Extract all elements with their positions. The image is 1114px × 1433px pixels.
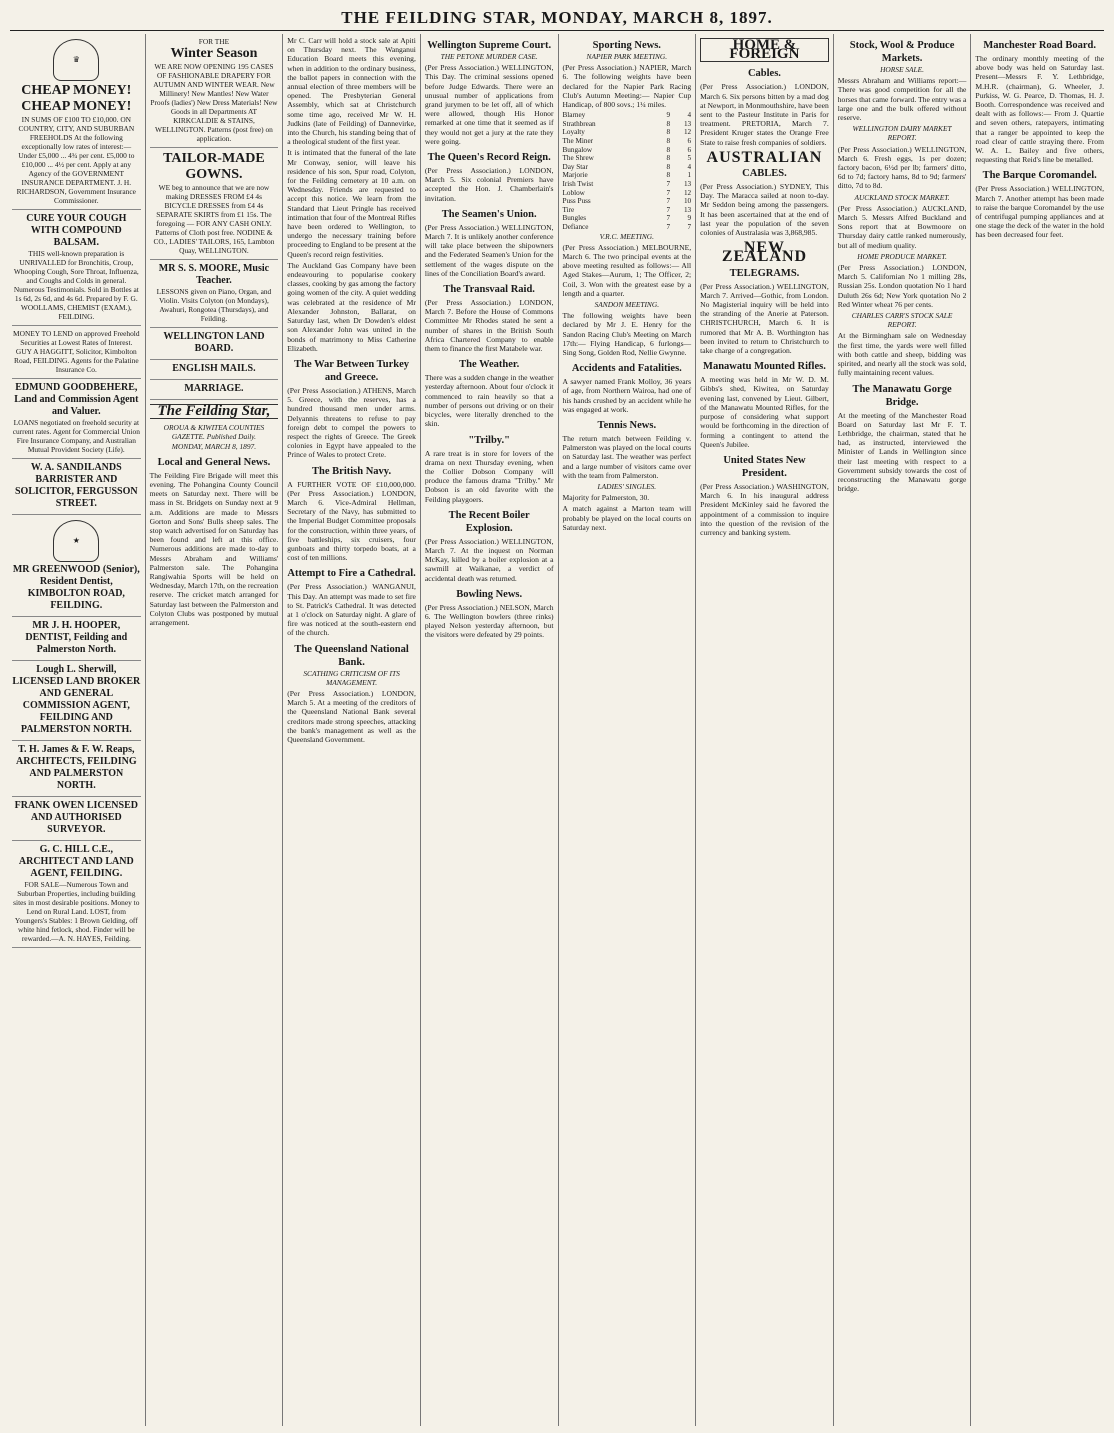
weights-row	[563, 120, 692, 129]
weight-stone: 8	[666, 171, 671, 180]
weights-row	[563, 180, 692, 189]
ad-title: MR J. H. HOOPER, DENTIST, Feilding and Palmerston North.	[25, 620, 128, 655]
weights-row	[563, 128, 692, 137]
columns	[8, 34, 1108, 1426]
article-subheading: CHARLES CARR'S STOCK SALE REPORT.	[851, 311, 953, 330]
weight-stone: 8	[666, 162, 671, 171]
article-body: A sawyer named Frank Molloy, 36 years of age, from Northern Wairoa, had one of his hands crushed by an accident while he was engaged at work.	[562, 377, 692, 414]
weight-lb: 13	[683, 119, 692, 128]
ad-title: MARRIAGE.	[184, 383, 244, 394]
horse-name: Tire	[562, 205, 575, 214]
article-subheading: THE PETONE MURDER CASE.	[440, 52, 538, 61]
weights-row	[563, 137, 692, 146]
article-body: At the meeting of the Manchester Road Board on Saturday last Mr F. T. Lethbridge, the chairman, stated that he had, as instructed, interviewed the Minister of Lands in Wellington since their last meeting with respect to a Government subsidy towards the cost of reconstructing the Manawatu gorge bridge.	[837, 410, 967, 494]
ad-title: W. A. SANDILANDS BARRISTER AND SOLICITOR, FERGUSSON STREET.	[14, 462, 138, 509]
weight-stone: 8	[666, 137, 671, 145]
column-3	[283, 34, 421, 1426]
article-heading: Manchester Road Board.	[983, 40, 1097, 51]
article-body: (Per Press Association.) NELSON, March 6. The Wellington bowlers (three rinks) played Nelson yesterday afternoon, but the visitors were defeated by 29 points.	[424, 602, 554, 640]
newspaper-logo: The Feilding Star,	[150, 404, 279, 419]
sherwill-ad	[12, 661, 141, 741]
ad-body: THIS well-known preparation is UNRIVALLED for Bronchitis, Croup, Whooping Cough, Sore Throat, Influenza, and Coughs and Colds in general. Numerous Testimonials. Sold in Bottles at 1s 6d, 2s 6d, and 4s 6d. Prepared by F. G. WOOLLAMS, CHEMIST (EXAM.), FEILDING.	[13, 249, 139, 321]
article-subheading: HOME PRODUCE MARKET.	[857, 251, 947, 261]
section-heading: AUSTRALIAN	[706, 148, 823, 166]
weights-row	[563, 214, 692, 223]
weights-row	[563, 223, 692, 232]
article-heading: The Transvaal Raid.	[443, 284, 535, 296]
section-heading: NEW ZEALAND	[721, 239, 808, 266]
music-teacher-ad	[150, 260, 279, 328]
cheap-money-ad	[12, 34, 141, 210]
hooper-ad	[12, 617, 141, 661]
weights-row	[563, 189, 692, 198]
article-body: The following weights have been declared by Mr J. E. Henry for the Sandon Racing Club's Meeting on March 17th:— Flying Handicap, 6 furlongs—Sing Song, Golden Rod, Nellie Gwynne.	[562, 311, 692, 357]
article-heading: The Recent Boiler Explosion.	[448, 509, 530, 534]
weights-row	[563, 206, 692, 215]
article-heading: The Weather.	[459, 359, 520, 371]
weight-stone: 8	[666, 128, 671, 137]
article-body: (Per Press Association.) MELBOURNE, March 6. The two principal events at the above meeting resulted as follows:— All Aged Stakes—Aurum, 1; The Officer, 2; Coil, 3. Won with the greatest ease by a length and a quarter.	[562, 242, 692, 298]
weight-stone: 7	[666, 205, 671, 214]
article-body: (Per Press Association.) LONDON, March 7. Before the House of Commons Committee Mr Rhodes stated he sent a number of shares in the British South Africa Chartered Company to enable them to finance the first Matabele war.	[424, 298, 554, 354]
article-body: (Per Press Association.) AUCKLAND, March 5. Messrs Alfred Buckland and Sons report that at Bowmoore on Thursday dairy cattle ranked numerously, but all of medium quality.	[837, 203, 967, 250]
weights-row	[563, 154, 692, 163]
article-body: (Per Press Association.) WELLINGTON, March 7. It is unlikely another conference will take place between the shipowners and the Federated Seamen's Union for the settlement of the wages dispute on the lines of the Conciliation Board's award.	[424, 222, 554, 278]
article-body: (Per Press Association.) NAPIER, March 6. The following weights have been declared for the Napier Park Racing Club's Autumn Meeting:— Napier Cup Handicap, of 800 sovs.; 1¼ miles.	[562, 63, 692, 110]
weight-stone: 7	[666, 179, 671, 188]
article-heading: Tennis News.	[597, 419, 657, 431]
article-body: (Per Press Association.) WELLINGTON, March 7. At the inquest on Norman McKay, killed by a boiler explosion at a sawmill at Waikanae, a verdict of accidental death was returned.	[424, 536, 554, 583]
horse-name: Marjorie	[562, 171, 588, 180]
ad-title: CURE YOUR COUGH WITH COMPOUND BALSAM.	[26, 213, 127, 248]
sandilands-ad	[12, 459, 141, 515]
weight-lb: 7	[687, 222, 692, 231]
article-body: (Per Press Association.) WELLINGTON, March 7. Arrived—Gothic, from London. No Magisterial inquiry will be held into the stranding of the Anerie at Paterson. CHRISTCHURCH, March 6. It is rumored that Mr A. B. Worthington has been invited to return to Christchurch to take charge of a congregation.	[700, 281, 829, 356]
article-body: A match against a Marton team will probably be played on the local courts on Saturday next.	[562, 504, 692, 532]
tennis-majority: Majority for Palmerston, 30.	[562, 493, 650, 503]
ad-body: WE ARE NOW OPENING 195 CASES OF FASHIONABLE DRAPERY FOR AUTUMN AND WINTER WEAR. New Millinery! New Mantles! New Water Proofs (ladies') New Dress Materials! New Goods in all Departments AT KIRKCALDIE & STAINS, WELLINGTON. Patterns (post free) on application.	[150, 62, 278, 143]
ad-body: IN SUMS OF £100 TO £10,000. ON COUNTRY, CITY, AND SUBURBAN FREEHOLDS At the following exceptionally low rates of interest:— Under £5,000 ... 4¾ per cent. £5,000 to £10,000 ... 4½ per cent. Apply at any Agency of the GOVERNMENT INSURANCE DEPARTMENT. J. H. RICHARDSON, Government Insurance Commissioner.	[16, 115, 136, 205]
ad-title: G. C. HILL C.E., ARCHITECT AND LAND AGENT, FEILDING.	[18, 844, 134, 879]
weight-stone: 7	[666, 197, 671, 206]
article-body: A rare treat is in store for lovers of the drama on next Thursday evening, when the Collier Dobson Company will produce the famous drama "Trilby." Mr Dobson is an old favorite with the Feilding playgoers.	[424, 448, 554, 504]
weight-lb: 12	[683, 128, 692, 137]
ad-title: MR S. S. MOORE, Music Teacher.	[158, 263, 270, 286]
article-heading: The Queen's Record Reign.	[427, 152, 551, 164]
ad-body: LOANS negotiated on freehold security at current rates. Agent for Commercial Union Fire Insurance Company, and Australian Mutual Provident Society (Life).	[12, 418, 140, 454]
horse-name: Defiance	[562, 222, 589, 231]
weight-lb: 1	[687, 171, 692, 180]
article-heading: The British Navy.	[312, 465, 392, 477]
article-body: A FURTHER VOTE OF £10,000,000. (Per Press Association.) LONDON, March 6. Vice-Admiral Hellman, Secretary of the Navy, has submitted to the Imperial Budget Committee proposals for the construction, within three years, of five battleships, six cruisers, four gunboats and thirty torpedo boats, at a cost of ten millions.	[287, 479, 416, 563]
article-heading: The Manawatu Gorge Bridge.	[852, 383, 952, 408]
article-heading: Attempt to Fire a Cathedral.	[287, 568, 416, 580]
article-body: (Per Press Association.) LONDON, March 6. Six persons bitten by a mad dog at Newport, in Monmouthshire, have been sent to the Pasteur Institute in Paris for treatment. PRETORIA, March 7. President Kruger states the Orange Free State to raise fresh companies of soldiers.	[700, 82, 829, 147]
weight-stone: 7	[666, 214, 671, 223]
hill-ad	[12, 841, 141, 948]
article-body: (Per Press Association.) WELLINGTON, March 7. Another attempt has been made to raise the barque Coromandel by the use of centrifugal pumping appliances and at one stage the deck of the water in the hold has been decreased four feet.	[975, 184, 1104, 240]
section-subheading: Cables.	[747, 68, 781, 80]
article-heading: Sporting News.	[592, 40, 661, 51]
ad-title: ENGLISH MAILS.	[172, 363, 256, 374]
column-7	[834, 34, 972, 1426]
weight-stone: 9	[666, 111, 671, 120]
ad-body: WE beg to announce that we are now making DRESSES FROM £4 4s BICYCLE DRESSES from £4 4s SEPARATE SKIRTS from £1 15s. The foregoing — FOR ANY CASH ONLY. Patterns of Cloth post free. NODINE & CO., LADIES' TAILORS, 165, Lambton Quay, WELLINGTON.	[153, 183, 275, 255]
weight-lb: 6	[687, 137, 692, 145]
article-body: (Per Press Association.) WASHINGTON, March 6. In his inaugural address President McKinley said he favored the appointment of a commission to inquire into the question of the revision of the currency and banking system.	[700, 481, 829, 537]
dentist-ad	[12, 515, 141, 617]
weight-lb: 13	[683, 179, 692, 188]
article-body: (Per Press Association.) ATHENS, March 5. Greece, with the reserves, has a hundred thousand men under arms. Delyannis threatens to refuse to pay foreign debt to compel the powers to respect the rights of Greece. The Greek colonies in Egypt have appealed to the Prince of Wales to protect Crete.	[287, 385, 416, 460]
article-subheading: WELLINGTON DAIRY MARKET REPORT.	[852, 124, 952, 143]
article-subheading: AUCKLAND STOCK MARKET.	[854, 192, 950, 202]
horse-name: The Miner	[562, 137, 594, 145]
ad-title: EDMUND GOODBEHERE, Land and Commission Agent and Valuer.	[14, 382, 139, 417]
article-body: The return match between Feilding v. Palmerston was played on the local courts on Saturday last. The weather was perfect and a large number of visitors came over with the team from Palmerston.	[562, 433, 692, 480]
weights-row	[563, 163, 692, 172]
column-8	[971, 34, 1108, 1426]
horse-name: Blarney	[562, 111, 586, 120]
article-heading: Accidents and Fatalities.	[571, 363, 682, 375]
architects-ad	[12, 741, 141, 797]
ad-title: Lough L. Sherwill, LICENSED LAND BROKER AND GENERAL COMMISSION AGENT, FEILDING AND PALMERSTON NORTH.	[12, 664, 141, 735]
weight-lb: 9	[687, 214, 692, 223]
article-heading: The Queensland National Bank.	[294, 643, 409, 668]
article-body: (Per Press Association.) SYDNEY, This Day. The Maracca sailed at noon to-day. Mr Seddon being among the passengers. It has been ascertained that at the end of last year the population of the seven colonies of Australasia was 3,868,985.	[700, 182, 829, 238]
horse-name: Bungalow	[562, 145, 593, 154]
weight-lb: 4	[687, 111, 692, 120]
horse-name: The Shrew	[562, 154, 594, 163]
article-heading: United States New President.	[723, 454, 806, 479]
column-6	[696, 34, 834, 1426]
article-body: (Per Press Association.) LONDON, March 5. At a meeting of the creditors of the Queensland National Bank several creditors made strong speeches, attacking the bank's management as well as the Queensland Government.	[287, 688, 416, 744]
news-paragraph: Mr C. Carr will hold a stock sale at Apiti on Thursday next. The Wanganui Education Board meets this evening, when in addition to the ordinary business, the ballot papers in connection with the annual election of three members will be opened. The Presbyterian General Assembly, which sat at Christchurch some time ago, received Mr W. H. Judkins (late of Feilding) of Dannevirke, into the Church, his standing being that of a theological student of the first year.	[287, 36, 416, 147]
local-news-body: The Feilding Fire Brigade will meet this evening. The Pohangina County Council meets on Saturday next. There will be mass in St. Bridgets on Sunday next at 9 a.m. Additions are made to Messrs Gorton and Sons' Bulls sheep sales. The stop watch advertised for on Saturday has been found and left at this office. Numerous additions are made to-day to Messrs Abraham and Williams' Palmerston sale. The Pohangina Rangiwahia Sports will be held on Wednesday, March 17th, on the recreation reserve. The cricket match arranged for Saturday last between the Palmerston and Colyton Clubs was postponed by mutual arrangement.	[149, 470, 279, 628]
article-body: (Per Press Association.) LONDON, March 5. Californian No 1 milling 28s, Russian 25s. London quotation No 1 hard Duluth 26s 6d; New York quotation No 2 Red Winter wheat 76 per cents.	[837, 263, 967, 309]
article-heading: "Trilby."	[468, 434, 510, 446]
weight-stone: 7	[666, 222, 671, 231]
article-subheading: V.R.C. MEETING.	[599, 231, 654, 241]
article-heading: Wellington Supreme Court.	[427, 40, 552, 51]
horse-name: Irish Twist	[562, 179, 594, 188]
weight-lb: 13	[683, 205, 692, 214]
ad-title: CHEAP MONEY! CHEAP MONEY!	[21, 83, 132, 114]
column-5	[559, 34, 697, 1426]
money-to-lend-ad	[12, 326, 141, 379]
cough-ad	[12, 210, 141, 326]
weights-table-body	[563, 111, 692, 231]
ad-title: WELLINGTON LAND BOARD.	[163, 331, 265, 354]
news-paragraph: It is intimated that the funeral of the late Mr Conway, senior, will leave his residence of his son, Spur road, Colyton, for the Feilding cemetery at 10 a.m. on Wednesday. Friends are requested to accept this notice. We learn from the Standard that Lieut Pringle has received intimation that four of the Montreal Rifles have been ordered to Wellington, to undergo the necessary training before proceeding to England to be present at the Queen's record reign festivities.	[287, 148, 416, 259]
article-heading: Stock, Wool & Produce Markets.	[849, 40, 955, 64]
weight-stone: 8	[666, 119, 671, 128]
horse-name: Bungles	[562, 214, 587, 223]
ad-title: FRANK OWEN LICENSED AND AUTHORISED SURVEYOR.	[14, 800, 138, 835]
horse-name: Strathbrean	[562, 119, 596, 128]
column-4	[421, 34, 559, 1426]
article-body: (Per Press Association.) WANGANUI, This Day. An attempt was made to set fire to St. Patrick's Cathedral. It was detected at 1 o'clock on Saturday night. A glare of fire was noticed at the south-eastern end of the church.	[287, 582, 416, 638]
horse-name: Day Star	[562, 162, 588, 171]
article-subheading: LADIES' SINGLES.	[597, 482, 657, 491]
weights-row	[563, 197, 692, 206]
news-paragraph: The Auckland Gas Company have been endeavouring to popularise cookery classes, cooking by gas among the factory going women of the city. A quiet wedding was celebrated at the residence of Mr Alexander Johnston, Ballarat, on Saturday last, when Dr Dowden's eldest son Alexander John was united in the bonds of matrimony to Miss Catherine Elizabeth.	[287, 260, 416, 353]
weights-row	[563, 171, 692, 180]
ad-title: TAILOR-MADE GOWNS.	[163, 151, 265, 182]
land-board-notice	[150, 328, 279, 360]
column-1	[8, 34, 146, 1426]
weights-row	[563, 146, 692, 155]
article-body: (Per Press Association.) WELLINGTON, March 6. Fresh eggs, 1s per dozen; factory bacon, 6½d per lb; farmers' ditto, 6d to 7d; factory hams, 8d to 9d; farmers' ditto, 7d to 8d.	[837, 144, 967, 191]
ad-title: T. H. James & F. W. Reaps, ARCHITECTS, FEILDING AND PALMERSTON NORTH.	[16, 744, 137, 791]
article-body: (Per Press Association.) LONDON, March 5. Six colonial Premiers have accepted the Hon. J. Chamberlain's invitation.	[424, 166, 554, 203]
tailor-made-ad	[150, 148, 279, 260]
article-body: At the Birmingham sale on Wednesday the first time, the yards were well filled with both cattle and sheep, bidding was spirited, and nearly all the stock was sold, fully maintaining recent values.	[837, 331, 967, 378]
weight-lb: 6	[687, 145, 692, 154]
winter-season-ad	[150, 34, 279, 148]
weight-lb: 4	[687, 162, 692, 171]
weight-lb: 5	[687, 154, 692, 163]
article-subheading: NAPIER PARK MEETING.	[586, 52, 668, 61]
weight-lb: 12	[683, 188, 692, 197]
local-news-heading: Local and General News.	[157, 456, 271, 468]
weight-stone: 7	[666, 188, 671, 197]
article-body: (Per Press Association.) WELLINGTON, This Day. The criminal sessions opened before Judge Edwards. There were an unusual number of applications from grand jurymen to be let off, all of which were allowed, though His Honor remarked at one time that it seemed as if they would not get a jury at the rate they were going.	[424, 63, 554, 146]
article-subheading: SCATHING CRITICISM OF ITS MANAGEMENT.	[303, 668, 400, 687]
ad-pre: FOR THE	[198, 37, 230, 46]
ad-body: FOR SALE—Numerous Town and Suburban Properties, including building sites in most desirable positions. Money to Lend on Rural Land. LOST, from Youngers's Stables: 1 Brown Gelding, off white hind fetlock, shod. Finder will be rewarded.—A. N. HAYES, Feilding.	[13, 880, 140, 943]
article-subheading: HORSE SALE.	[880, 65, 925, 74]
surveyor-ad	[12, 797, 141, 841]
article-body: The ordinary monthly meeting of the above body was held on Saturday last. Present—Messrs F. Y. Lethbridge, M.H.R. (chairman), G. Wheeler, J. Purkiss, W. G. Pearce, D. Thomas, H. J. Booth. Correspondence was received and dealt with as follows:— From J. Quartie and seven others, ratepayers, intimating that a ranger be appointed to keep the road clear of cattle straying there. From W. A. L. Bailey and five others, requesting that Reid's line be metalled.	[975, 54, 1104, 165]
article-subheading: SANDON MEETING.	[594, 299, 660, 309]
ad-title: Winter Season	[170, 46, 258, 61]
article-heading: The Barque Coromandel.	[982, 170, 1097, 182]
crest-emblem-icon: ♛	[53, 39, 99, 81]
article-heading: The Seamen's Union.	[441, 208, 537, 220]
article-heading: The War Between Turkey and Greece.	[294, 358, 409, 383]
article-heading: Manawatu Mounted Rifles.	[703, 361, 826, 373]
weights-table	[563, 111, 692, 231]
article-heading: Bowling News.	[456, 588, 523, 600]
article-body: A meeting was held in Mr W. D. M. Gibbs's shed, Kiwitea, on Saturday evening last, convened by Lieut. Gilbert, of the Manawatu Mounted Rifles, for the purpose of considering what support would be forthcoming in the direction of forming a contingent to attend the Queen's Jubilee.	[700, 375, 829, 449]
ad-body: MONEY TO LEND on approved Freehold Securities at Lowest Rates of Interest. GUY A HAGGITT, Solicitor, Kimbolton Road, FEILDING. Agents for the Palatine Insurance Co.	[13, 329, 140, 374]
marriage-notice	[150, 380, 279, 400]
horse-name: Puss Puss	[562, 197, 591, 206]
section-subheading: CABLES.	[742, 168, 787, 180]
article-body: There was a sudden change in the weather yesterday afternoon. About four o'clock it commenced to rain heavily so that a number of persons out driving or on their bicycles, were literally drenched to the skin.	[424, 373, 554, 429]
column-2	[146, 34, 284, 1426]
dateline: MONDAY, MARCH 8, 1897.	[171, 441, 257, 451]
masthead: THE FEILDING STAR, MONDAY, MARCH 8, 1897.	[10, 8, 1104, 31]
goodbehere-ad	[12, 379, 141, 459]
section-subheading: TELEGRAMS.	[729, 267, 800, 279]
weights-row	[563, 111, 692, 120]
weight-lb: 10	[683, 197, 692, 206]
article-body: Messrs Abraham and Williams report:—There was good competition for all the horses that came forward. The entry was a large one and the bulk offered without reserve.	[837, 76, 967, 123]
ad-title: MR GREENWOOD (Senior), Resident Dentist, KIMBOLTON ROAD, FEILDING.	[12, 564, 140, 611]
dentist-emblem-icon: ★	[53, 520, 99, 562]
horse-name: Loyalty	[562, 128, 585, 137]
weight-stone: 8	[666, 154, 671, 163]
horse-name: Loblow	[562, 188, 585, 197]
ad-body: LESSONS given on Piano, Organ, and Violin. Visits Colyton (on Mondays), Awahuri, Rongotea (Thursdays), and Feilding.	[156, 287, 272, 323]
section-heading: HOME & FOREIGN	[700, 38, 829, 62]
weight-stone: 8	[666, 145, 671, 154]
logo-subtitle: OROUA & KIWITEA COUNTIES GAZETTE. Published Daily.	[163, 423, 265, 442]
english-mails-notice	[150, 360, 279, 380]
